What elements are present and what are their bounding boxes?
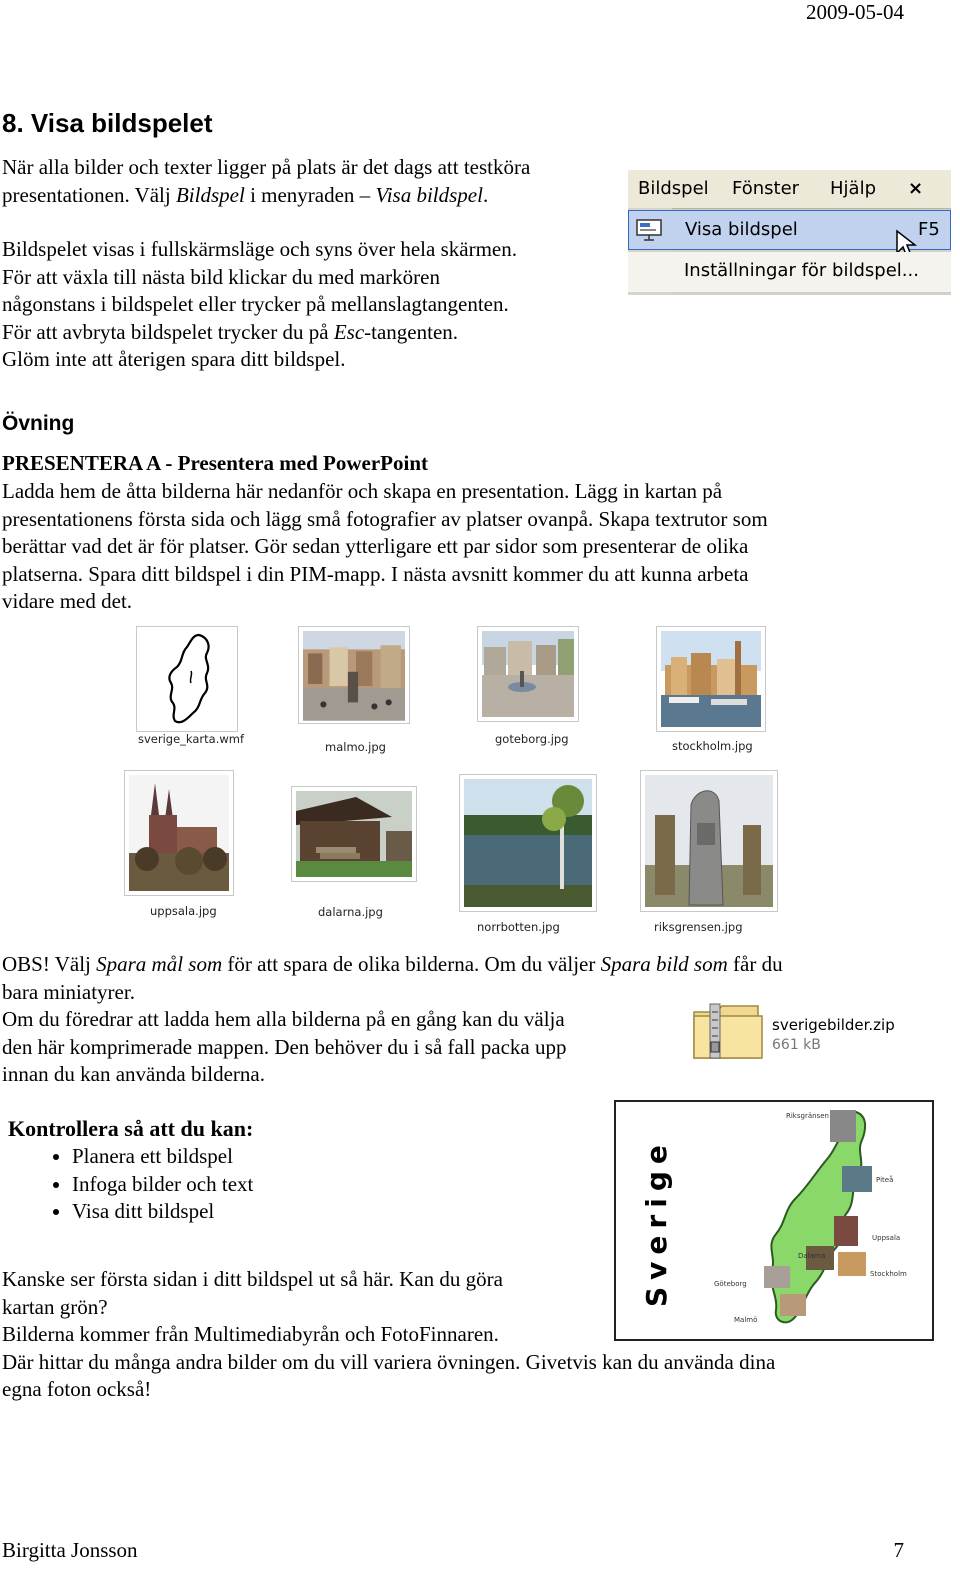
closing-paragraph (2, 1266, 775, 1404)
checklist-title: Kontrollera så att du kan: (8, 1116, 254, 1141)
closing-line-1: Kanske ser första sidan i ditt bildspel ut så här. Kan du göra (2, 1267, 503, 1291)
thumbnail-caption: stockholm.jpg (672, 739, 753, 753)
thumbnail-goteborg[interactable] (477, 626, 579, 722)
stone-monument-photo-icon (645, 775, 773, 907)
section-title: 8. Visa bildspelet (2, 108, 213, 138)
map-label: Riksgränsen (786, 1112, 829, 1120)
checklist (28, 1143, 253, 1226)
map-label: Malmö (734, 1316, 758, 1324)
exercise-line: vidare med det. (2, 589, 133, 613)
thumbnail-caption: riksgrensen.jpg (654, 920, 743, 934)
zip-filename: sverigebilder.zip (772, 1016, 895, 1034)
exercise-title: PRESENTERA A - Presentera med PowerPoint (2, 451, 428, 475)
thumbnail-caption: uppsala.jpg (150, 904, 217, 918)
menu-item-installningar[interactable] (628, 252, 951, 292)
exercise-line: Ladda hem de åtta bilderna här nedanför och skapa en presentation. Lägg in kartan på (2, 479, 723, 503)
obs-line-5: innan du kan använda bilderna. (2, 1062, 265, 1086)
closing-line-5: egna foton också! (2, 1377, 152, 1401)
exercise-line: platserna. Spara ditt bildspel i din PIM-mapp. I nästa avsnitt kommer du att kunna arbeta (2, 561, 749, 586)
thumbnail-caption: sverige_karta.wmf (138, 732, 245, 746)
thumbnail-caption: malmo.jpg (325, 740, 386, 754)
page-number: 7 (893, 1538, 904, 1562)
cathedral-photo-icon (129, 775, 229, 891)
obs-line-2: bara miniatyrer. (2, 979, 135, 1004)
intro-line-2: presentationen. Välj Bildspel i menyraden – Visa bildspel. (2, 182, 489, 207)
map-label: Stockholm (870, 1270, 907, 1278)
lake-photo-icon (464, 779, 592, 907)
thumbnail-sverige-karta[interactable] (136, 626, 238, 732)
menu-item-visa-bildspel[interactable] (628, 210, 951, 250)
closing-line-3: Bilderna kommer från Multimediabyrån och FotoFinnaren. (2, 1322, 499, 1346)
harbour-photo-icon (661, 631, 761, 727)
wooden-house-photo-icon (296, 791, 412, 877)
slideshow-icon (635, 218, 663, 242)
zip-download-link[interactable] (690, 1000, 920, 1064)
obs-line-1: OBS! Välj Spara mål som för att spara de olika bilderna. Om du väljer Spara bild som får du (2, 952, 783, 976)
menu-fonster[interactable]: Fönster (732, 178, 800, 199)
exercise-heading: Övning (2, 412, 75, 435)
checklist-item: • Infoga bilder och text (72, 1171, 253, 1199)
zip-folder-icon (692, 1002, 764, 1062)
menu-bildspel[interactable]: Bildspel (638, 178, 709, 199)
thumbnail-caption: norrbotten.jpg (477, 920, 560, 934)
slideshow-line-3: någonstans i bildspelet eller trycker på mellanslagtangenten. (2, 292, 509, 316)
menu-item-shortcut: F5 (918, 219, 940, 240)
menu-item-label: Visa bildspel (685, 219, 798, 240)
thumbnail-uppsala[interactable] (124, 770, 234, 896)
checklist-item: • Planera ett bildspel (72, 1143, 253, 1171)
map-label: Göteborg (714, 1280, 747, 1288)
thumbnail-stockholm[interactable] (656, 626, 766, 732)
exercise-line: berättar vad det är för platser. Gör sedan ytterligare ett par sidor som presenterar de olika (2, 534, 749, 558)
intro-paragraph (2, 154, 530, 209)
close-icon[interactable]: × (908, 178, 924, 199)
thumbnail-riksgrensen[interactable] (640, 770, 778, 912)
slideshow-line-5: Glöm inte att återigen spara ditt bildspel. (2, 347, 346, 371)
slideshow-line-2: För att växla till nästa bild klickar du med markören (2, 264, 440, 289)
footer-author: Birgitta Jonsson (2, 1538, 138, 1562)
zip-filesize: 661 kB (772, 1037, 821, 1053)
city-square-photo-icon (303, 631, 405, 721)
slide-title: Sverige (640, 1138, 673, 1307)
map-label: Dalarna (798, 1252, 826, 1260)
city-street-photo-icon (482, 631, 574, 717)
menu-screenshot (628, 170, 951, 295)
thumbnail-caption: dalarna.jpg (318, 905, 383, 919)
obs-line-4: den här komprimerade mappen. Den behöver du i så fall packa upp (2, 1034, 567, 1059)
menu-bar (628, 170, 951, 209)
slideshow-paragraph (2, 236, 517, 374)
slideshow-line-1: Bildspelet visas i fullskärmsläge och syns över hela skärmen. (2, 237, 517, 261)
checklist-item: • Visa ditt bildspel (72, 1198, 253, 1226)
obs-line-3: Om du föredrar att ladda hem alla bilderna på en gång kan du välja (2, 1007, 565, 1031)
map-label: Uppsala (872, 1234, 901, 1242)
slideshow-line-4: För att avbryta bildspelet trycker du på Esc-tangenten. (2, 319, 459, 344)
sweden-map-outline-icon (141, 631, 233, 727)
thumbnail-caption: goteborg.jpg (495, 732, 569, 746)
closing-line-2: kartan grön? (2, 1294, 108, 1319)
menu-item-label: Inställningar för bildspel... (684, 260, 919, 281)
obs-paragraph (2, 951, 783, 1089)
closing-line-4: Där hittar du många andra bilder om du vill variera övningen. Givetvis kan du använda dina (2, 1349, 776, 1374)
menu-hjalp[interactable]: Hjälp (830, 178, 876, 199)
exercise-paragraph (2, 478, 768, 616)
thumbnail-norrbotten[interactable] (459, 774, 597, 912)
intro-line-1: När alla bilder och texter ligger på plats är det dags att testköra (2, 155, 531, 179)
thumbnail-dalarna[interactable] (291, 786, 417, 882)
map-label: Piteå (876, 1176, 894, 1184)
exercise-line: presentationens första sida och lägg små fotografier av platser ovanpå. Skapa textrutor som (2, 506, 768, 531)
thumbnail-malmo[interactable] (298, 626, 410, 724)
header-date: 2009-05-04 (806, 0, 904, 24)
